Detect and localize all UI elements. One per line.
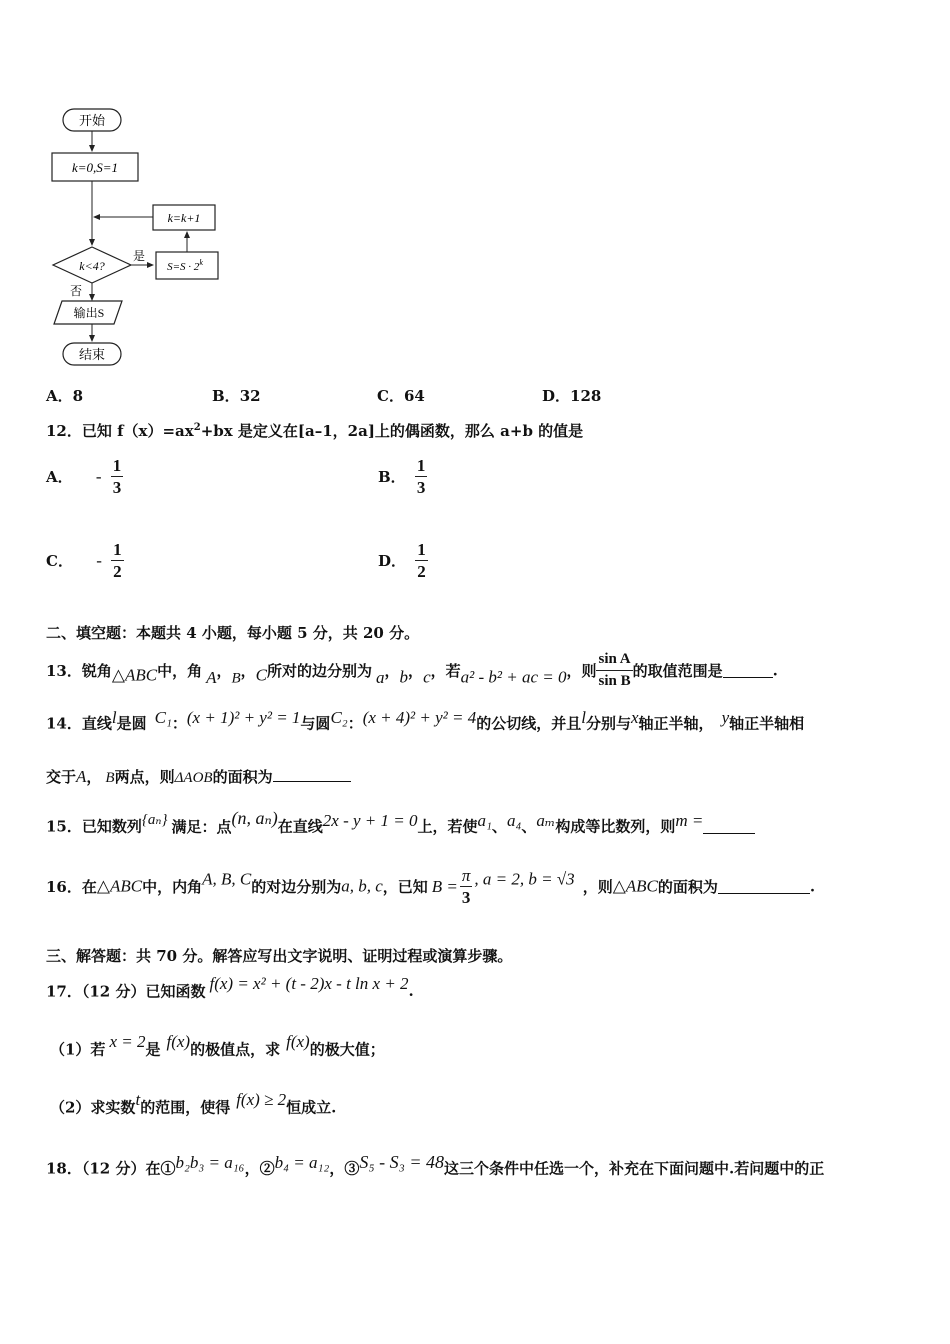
q16: 16．在△ABC中，内角A, B, C的对边分别为a, b, c，已知 B = $\frac{\pi}{3}$ , a = 2, b = √3 ，则△ABC的面积为 . [46, 866, 816, 907]
q17-part1: （1）若 x = 2是 f(x)的极值点，求 f(x)的极大值； [50, 1032, 385, 1059]
q18-stem: 18．（12 分）在①b₂b₃ = a₁₆，②b₄ = a₁₂，③S₅ - S₃ = 48这三个条件中任选一个，补充在下面问题中.若问题中的正 [46, 1152, 825, 1178]
q14-line2: 交于A， B两点，则ΔAOB的面积为 [46, 766, 351, 787]
q11-option-d: D．128 [542, 387, 602, 405]
q14-answer-blank[interactable] [273, 767, 351, 782]
q12-option-b: B． $\frac{1}{3}$ [378, 456, 426, 497]
q12-stem: 12．已知 $f(x)=ax^2+bx$ 是定义在[a–1，2a]上的偶函数，那么 a+b 的值是 [46, 422, 584, 440]
q16-answer-blank[interactable] [718, 879, 810, 894]
flow-no-label: 否 [70, 284, 83, 298]
flow-process-label: $S=S \cdot 2^k$ [167, 258, 203, 273]
flow-start-label: 开始 [78, 113, 106, 128]
section2-heading: 二、填空题：本题共 4 小题，每小题 5 分，共 20 分。 [46, 624, 420, 642]
q12-option-a: A． - $\frac{1}{3}$ [46, 456, 122, 497]
flow-output-label: 输出S [73, 306, 105, 320]
q12-option-c: C． - $\frac{1}{2}$ [46, 540, 122, 581]
q15: 15．已知数列{aₙ} 满足：点(n, aₙ)在直线2x - y + 1 = 0上，若使a₁、a₄、aₘ构成等比数列，则m = [46, 808, 755, 837]
q17-stem: 17．（12 分）已知函数 f(x) = x² + (t - 2)x - t ln x + 2. [46, 974, 414, 1001]
q13-answer-blank[interactable] [723, 663, 773, 678]
q12-c-fraction: $\frac{1}{2}$ [113, 540, 122, 581]
q11-option-a: A．8 [46, 387, 84, 405]
q13: 13．锐角△ABC中，角 A，B，C所对的边分别为 a，b，c，若a² - b² + ac = 0，则 $\frac{\text{sin A}}{\text{sin B}}$ 的取值范围是 . [46, 651, 778, 689]
flow-end-label: 结束 [78, 347, 106, 362]
q14-line1: 14．直线l是圆 C₁：(x + 1)² + y² = 1与圆C₂：(x + 4)² + y² = 4的公切线，并且l分别与x轴正半轴， y轴正半轴相 [46, 708, 805, 733]
q11-option-c: C．64 [377, 387, 425, 405]
q16-pi-fraction: $\frac{\pi}{3}$ [461, 866, 471, 907]
q12-a-fraction: $\frac{1}{3}$ [112, 456, 122, 497]
flow-init-label: k=0,S=1 [71, 160, 119, 175]
flowchart [40, 100, 240, 375]
flow-increment-label: k=k+1 [167, 211, 201, 225]
flow-yes-label: 是 [133, 249, 146, 263]
q12-b-fraction: $\frac{1}{3}$ [416, 456, 426, 497]
section3-heading: 三、解答题：共 70 分。解答应写出文字说明、证明过程或演算步骤。 [46, 947, 513, 965]
flow-condition-label: k<4? [79, 259, 105, 273]
q15-answer-blank[interactable] [703, 819, 755, 834]
q11-option-b: B．32 [212, 387, 261, 405]
q12-d-fraction: $\frac{1}{2}$ [417, 540, 426, 581]
q12-option-d: D． $\frac{1}{2}$ [378, 540, 426, 581]
q13-ratio-fraction: $\frac{\text{sin A}}{\text{sin B}}$ [598, 651, 631, 689]
q17-part2: （2）求实数t的范围，使得 f(x) ≥ 2恒成立. [50, 1090, 337, 1117]
